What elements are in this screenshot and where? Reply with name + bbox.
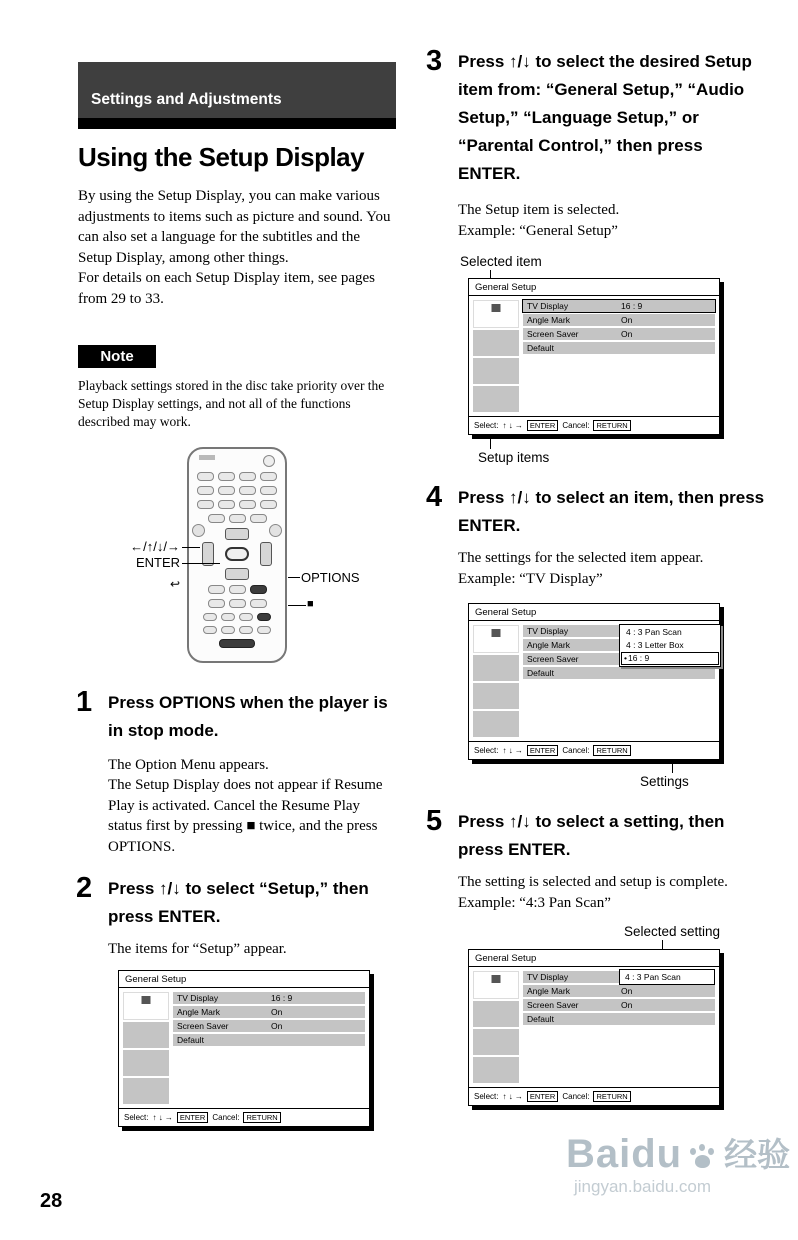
setting-row [173,1006,365,1018]
setting-row [523,985,715,997]
setting-row [523,999,715,1011]
setup-screen-step2 [118,970,370,1127]
selected-setting-value: 4 : 3 Pan Scan [619,969,715,985]
category-cell-active [473,971,519,999]
category-icon [142,996,151,1004]
return-keycap: RETURN [593,420,630,431]
stop-button [257,613,271,621]
screen-title: General Setup [469,604,719,621]
remote-button [208,514,225,523]
remote-button [239,500,256,509]
setting-value: On [271,1006,283,1017]
setting-row [173,1020,365,1032]
screen-footer [469,741,719,759]
remote-button [239,472,256,481]
remote-button [239,626,253,634]
category-cell [473,1029,519,1055]
step-4-heading: Press ↑/↓ to select an item, then press ENTER. [458,488,765,535]
remote-button [260,500,277,509]
remote-top [189,449,285,467]
setup-screen-step3 [468,278,720,435]
category-cell-active [473,625,519,653]
remote-button-row [189,639,285,648]
note-badge: Note [78,345,156,368]
category-cell [473,1057,519,1083]
step-3-body-2: Example: “General Setup” [458,222,618,239]
remote-button-row [189,626,285,634]
screen-body [469,621,719,741]
remote-button [260,486,277,495]
remote-button [229,585,246,594]
remote-left-labels [78,539,180,592]
remote-button-row [189,613,285,621]
watermark-site: jingyan.baidu.com [574,1177,712,1196]
cancel-label: Cancel: [562,421,590,430]
setting-value: 16 : 9 [271,992,293,1003]
setting-row-selected [523,300,715,312]
setting-label: TV Display [527,972,569,982]
remote-button [197,486,214,495]
callout-line [672,760,673,773]
setup-screen-step5 [468,949,720,1106]
screen-settings-list [523,625,715,737]
step-4-body-2: Example: “TV Display” [458,570,603,587]
current-setting-bullet: • [624,653,627,663]
cancel-label: Cancel: [562,1092,590,1101]
step-number: 3 [426,45,443,77]
step-1-body-2: The Setup Display does not appear if Resume Play is activated. Cancel the Resume Play status first by pressing ■ twice, and the press OPTIONS. [108,777,383,855]
category-cell [473,1001,519,1027]
category-cell-active [473,300,519,328]
step-5-body-2: Example: “4:3 Pan Scan” [458,894,611,911]
enter-button [225,547,249,561]
step-number: 1 [76,685,93,718]
setting-label: Screen Saver [527,329,579,339]
remote-button [197,500,214,509]
category-cell-active [123,992,169,1020]
callout-line [490,270,491,278]
remote-button [239,613,253,621]
arrow-keys: ↑ ↓ → [502,421,523,430]
setting-value [621,342,715,354]
paw-icon [690,1144,716,1174]
leader-line [288,577,300,578]
remote-button [229,599,246,608]
remote-button [229,514,246,523]
enter-label: ENTER [135,554,180,570]
setting-value [621,667,715,679]
setting-label: TV Display [527,626,569,636]
screen-settings-list [523,971,715,1083]
up-arrow-button [225,528,249,540]
category-icon [492,304,501,312]
category-cell [123,1022,169,1048]
setting-row [523,1013,715,1025]
remote-button [250,514,267,523]
category-cell [473,655,519,681]
step-5-heading: Press ↑/↓ to select a setting, then press ENTER. [458,812,725,859]
direction-pad [189,528,285,580]
note-text: Playback settings stored in the disc take priority over the Setup Display settings, and not all of the functions described may work. [78,378,385,429]
category-cell [473,386,519,412]
dropdown-option-selected [621,652,719,665]
options-button [250,585,267,594]
category-cell [123,1050,169,1076]
step-5-body-1: The setting is selected and setup is complete. [458,874,728,890]
remote-button [197,472,214,481]
remote-illustration [78,445,396,673]
category-cell [473,683,519,709]
screen-footer [469,1087,719,1105]
options-label: OPTIONS [301,569,360,585]
step-4-body-1: The settings for the selected item appear. [458,550,704,566]
setting-value [621,1013,715,1025]
step-number: 5 [426,805,443,837]
power-button [263,455,275,467]
setting-label: Angle Mark [527,640,570,650]
dropdown-option: 4 : 3 Pan Scan [626,627,682,637]
callout-selected-item: Selected item [460,254,542,269]
setting-label: Screen Saver [527,1000,579,1010]
enter-keycap: ENTER [177,1112,208,1123]
screen-body [469,296,719,416]
leader-line [182,563,220,564]
callout-settings: Settings [640,774,689,789]
setting-value: On [621,315,633,325]
screen-category-list [473,300,519,412]
step-number: 2 [76,872,93,904]
callout-selected-setting: Selected setting [623,924,720,939]
setting-row [173,1034,365,1046]
arrow-keys: ↑ ↓ → [502,1092,523,1101]
intro-paragraph-2: For details on each Setup Display item, see pages from 29 to 33. [78,270,376,307]
arrow-keys: ↑ ↓ → [502,746,523,755]
screen-settings-list [523,300,715,412]
remote-control [187,447,287,663]
step-2 [76,872,396,931]
remote-button [257,626,271,634]
setting-value: On [621,329,633,339]
remote-button [208,599,225,608]
leader-line [288,605,306,606]
remote-button [219,639,255,648]
watermark-brand-row [566,1134,790,1174]
page-title: Using the Setup Display [78,142,365,172]
step-2-heading: Press ↑/↓ to select “Setup,” then press ENTER. [108,879,369,926]
return-keycap: RETURN [593,745,630,756]
setting-value: 16 : 9 [621,301,643,311]
screen-body [119,988,369,1108]
remote-button [208,585,225,594]
screen-footer [469,416,719,434]
category-cell [123,1078,169,1104]
enter-keycap: ENTER [527,745,558,756]
setting-label: TV Display [527,301,569,311]
cancel-label: Cancel: [212,1112,240,1122]
down-arrow-button [225,568,249,580]
select-label: Select: [474,421,499,430]
return-keycap: RETURN [593,1091,630,1102]
right-column [426,45,765,1106]
stop-symbol-label: ■ [307,597,314,610]
step-2-body-1: The items for “Setup” appear. [108,941,287,957]
setting-row [523,314,715,326]
intro-paragraph-1: By using the Setup Display, you can make various adjustments to items such as picture and sound. You can also set a language for the subtitles and the Setup Display, among other things. [78,188,391,266]
setting-value: On [621,986,633,996]
enter-keycap: ENTER [527,1091,558,1102]
screen-title: General Setup [469,279,719,296]
return-keycap: RETURN [243,1112,280,1123]
callout-line [662,940,663,949]
category-cell [473,330,519,356]
setting-label: Default [527,668,554,678]
setting-row-selected [523,971,715,983]
screen-category-list [473,971,519,1083]
setting-label: Default [527,343,554,353]
category-cell [473,711,519,737]
remote-button-row [189,514,285,523]
callout-setup-items: Setup items [478,450,550,465]
screen-title: General Setup [469,950,719,967]
step-1 [76,685,396,745]
watermark-brand-cn: 经验 [724,1136,791,1173]
settings-dropdown [619,624,721,667]
step-1-heading: Press OPTIONS when the player is in stop mode. [108,692,388,740]
category-cell [473,358,519,384]
screen-category-list [473,625,519,737]
remote-button [269,524,282,537]
direction-keys-label: ←/↑/↓/→ [130,538,180,554]
step-1-body-1: The Option Menu appears. [108,756,269,773]
step-3-body-1: The Setup item is selected. [458,202,620,218]
dropdown-option: 4 : 3 Letter Box [626,640,684,650]
left-column [78,62,396,1127]
setting-row [523,667,715,679]
section-header-label: Settings and Adjustments [91,91,282,108]
remote-button [218,500,235,509]
remote-button [218,472,235,481]
remote-button [218,486,235,495]
remote-button [239,486,256,495]
step-3-heading: Press ↑/↓ to select the desired Setup item from: “General Setup,” “Audio Setup,” “Language Setup,” or “Parental Control,” then press ENTER. [458,52,752,183]
step-number: 4 [426,481,443,513]
dropdown-option-label: 16 : 9 [627,653,650,663]
watermark [566,1134,790,1197]
setting-label: Screen Saver [177,1020,229,1031]
screen-body [469,967,719,1087]
remote-button [221,613,235,621]
remote-button-row [189,599,285,608]
remote-button [260,472,277,481]
screen-settings-list [173,992,365,1104]
setting-row [523,342,715,354]
select-label: Select: [474,746,499,755]
screen-category-list [123,992,169,1104]
remote-button [203,613,217,621]
setting-label: Screen Saver [527,654,579,664]
return-symbol: ↩ [169,576,180,591]
remote-button [192,524,205,537]
arrow-keys: ↑ ↓ → [152,1112,173,1122]
screen-title: General Setup [119,971,369,988]
page-number: 28 [40,1190,63,1212]
setting-label: TV Display [177,992,219,1003]
setting-label: Angle Mark [177,1006,220,1017]
setting-label: Default [527,1014,554,1024]
section-header [78,62,396,118]
right-arrow-button [260,542,272,566]
setting-value: On [271,1020,283,1031]
remote-button [250,599,267,608]
remote-button-row [189,486,285,495]
remote-button [203,626,217,634]
watermark-brand: Baidu [566,1132,683,1176]
category-icon [492,629,501,637]
setting-label: Default [177,1034,204,1045]
setting-value [271,1034,365,1046]
setting-value: On [621,1000,633,1010]
setting-row [173,992,365,1004]
title-rule [78,118,396,129]
setting-row [523,328,715,340]
leader-line [182,547,200,548]
ir-window [199,455,215,460]
remote-button-row [189,500,285,509]
remote-button-row [189,585,285,594]
step-4 [426,481,765,540]
setting-label: Angle Mark [527,315,570,325]
screen-footer [119,1108,369,1126]
step-5 [426,805,765,864]
select-label: Select: [124,1112,149,1122]
category-icon [492,975,501,983]
callout-line [490,435,491,449]
enter-keycap: ENTER [527,420,558,431]
select-label: Select: [474,1092,499,1101]
step-3 [426,45,765,188]
remote-button [221,626,235,634]
cancel-label: Cancel: [562,746,590,755]
setup-screen-step4 [468,603,720,760]
remote-button-row [189,472,285,481]
setting-label: Angle Mark [527,986,570,996]
